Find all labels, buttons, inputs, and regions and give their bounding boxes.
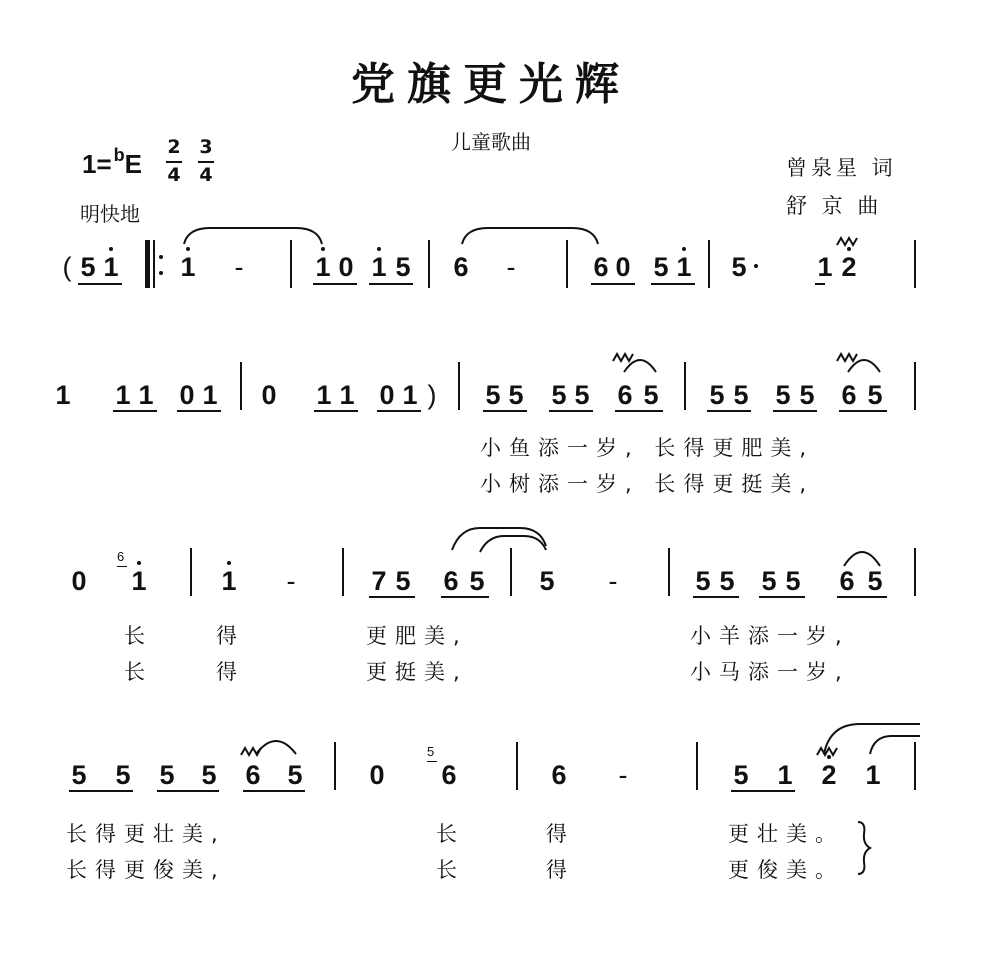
underline	[177, 410, 221, 412]
note: 1	[316, 380, 332, 410]
note: 1	[817, 252, 833, 282]
tie-slur	[478, 532, 550, 556]
brace-icon	[856, 820, 872, 876]
note: 5	[71, 760, 87, 790]
lyrics-verse-1: 更壮美。	[728, 822, 844, 846]
note: 6	[839, 566, 855, 596]
repeat-thin-bar	[153, 240, 155, 288]
meter-2-top: 3	[199, 136, 213, 158]
underline	[313, 283, 357, 285]
note: 1	[221, 566, 237, 596]
barline	[708, 240, 710, 288]
note: 5	[469, 566, 485, 596]
lyrics-verse-1: 更肥美,	[366, 624, 468, 648]
note: 6	[617, 380, 633, 410]
dash: -	[286, 566, 296, 596]
lyrics-verse-2: 长	[124, 660, 153, 684]
lyrics-verse-2: 小马添一岁,	[690, 660, 850, 684]
note: 5	[508, 380, 524, 410]
mordent-icon	[836, 236, 860, 246]
note: 5	[485, 380, 501, 410]
note: 1	[55, 380, 71, 410]
underline	[773, 410, 817, 412]
note: 1	[131, 566, 147, 596]
repeat-dot	[159, 255, 163, 259]
barline	[914, 548, 916, 596]
note: 1	[865, 760, 881, 790]
lyrics-verse-2: 得	[546, 858, 575, 882]
lyrics-verse-2: 得	[216, 660, 245, 684]
octave-dot	[137, 561, 141, 565]
note: 7	[371, 566, 387, 596]
underline	[815, 283, 825, 285]
underline	[78, 283, 122, 285]
slur	[622, 352, 658, 374]
lyrics-verse-2: 长	[436, 858, 465, 882]
note: 5	[201, 760, 217, 790]
lyricist-credit: 曾泉星 词	[786, 156, 897, 180]
note: 1	[180, 252, 196, 282]
underline	[113, 410, 157, 412]
slur	[254, 734, 298, 756]
note: 5	[395, 566, 411, 596]
song-genre: 儿童歌曲	[451, 130, 531, 154]
underline	[69, 790, 133, 792]
note: 1	[371, 252, 387, 282]
tempo-marking: 明快地	[80, 202, 140, 226]
grace-underline	[117, 566, 127, 567]
note: 5	[731, 252, 747, 282]
tie-slur	[458, 224, 602, 248]
underline	[369, 596, 415, 598]
octave-dot	[109, 247, 113, 251]
lyrics-verse-1: 长	[436, 822, 465, 846]
note: 2	[841, 252, 857, 282]
meter-2-line	[198, 161, 214, 163]
note: 1	[676, 252, 692, 282]
underline	[693, 596, 739, 598]
note: 1	[138, 380, 154, 410]
underline	[377, 410, 421, 412]
underline	[314, 410, 358, 412]
note: 1	[777, 760, 793, 790]
underline	[837, 596, 887, 598]
underline	[591, 283, 635, 285]
tie-slur	[180, 224, 326, 248]
flat-sign: b	[113, 145, 125, 165]
note: 5	[733, 380, 749, 410]
note: 5	[574, 380, 590, 410]
barline	[668, 548, 670, 596]
slur	[842, 544, 882, 568]
lyrics-verse-1: 得	[546, 822, 575, 846]
lyrics-verse-2: 更挺美,	[366, 660, 468, 684]
note: 5	[115, 760, 131, 790]
note: 0	[338, 252, 354, 282]
meter-1-top: 2	[167, 136, 181, 158]
dash: -	[506, 252, 516, 282]
note: 6	[593, 252, 609, 282]
note: 5	[395, 252, 411, 282]
meter-1-bottom: 4	[167, 164, 181, 186]
note: 5	[761, 566, 777, 596]
note: 5	[775, 380, 791, 410]
note: 1	[103, 252, 119, 282]
note: 1	[202, 380, 218, 410]
note: 1	[315, 252, 331, 282]
note: 0	[71, 566, 87, 596]
barline	[190, 548, 192, 596]
note: 1	[402, 380, 418, 410]
octave-dot	[377, 247, 381, 251]
underline	[707, 410, 751, 412]
slur	[846, 352, 882, 374]
note: 6	[551, 760, 567, 790]
note: 5	[695, 566, 711, 596]
barline	[334, 742, 336, 790]
note: 5	[551, 380, 567, 410]
note: 5	[867, 566, 883, 596]
note: 5	[653, 252, 669, 282]
note: 6	[443, 566, 459, 596]
dash: -	[234, 252, 244, 282]
note: 1	[339, 380, 355, 410]
note: 2	[821, 760, 837, 790]
lyrics-verse-1: 小羊添一岁,	[690, 624, 850, 648]
lyrics-verse-1: 长得更壮美,	[66, 822, 226, 846]
barline	[914, 362, 916, 410]
note: 0	[369, 760, 385, 790]
note: 5	[719, 566, 735, 596]
underline	[243, 790, 305, 792]
underline	[483, 410, 527, 412]
composer-credit: 舒 京 曲	[786, 194, 883, 218]
note: 5	[709, 380, 725, 410]
underline	[759, 596, 805, 598]
octave-dot	[847, 247, 851, 251]
octave-dot	[682, 247, 686, 251]
underline	[651, 283, 695, 285]
key-tonic: E	[124, 149, 142, 179]
note: 1	[115, 380, 131, 410]
octave-dot	[227, 561, 231, 565]
note: 6	[841, 380, 857, 410]
barline	[458, 362, 460, 410]
key-signature	[82, 145, 142, 180]
barline	[914, 742, 916, 790]
lyrics-verse-1: 长	[124, 624, 153, 648]
note: 5	[539, 566, 555, 596]
note: 5	[733, 760, 749, 790]
note: 5	[799, 380, 815, 410]
augmentation-dot	[754, 264, 758, 268]
song-title: 党旗更光辉	[351, 59, 631, 110]
underline	[549, 410, 593, 412]
lyrics-verse-1: 得	[216, 624, 245, 648]
barline	[240, 362, 242, 410]
meter-1-line	[166, 161, 182, 163]
repeat-dot	[159, 271, 163, 275]
grace-note: 6	[117, 549, 125, 564]
grace-underline	[427, 761, 437, 762]
underline	[615, 410, 663, 412]
open-paren: (	[62, 252, 72, 282]
dash: -	[618, 760, 628, 790]
barline	[914, 240, 916, 288]
meter-2-bottom: 4	[199, 164, 213, 186]
note: 0	[261, 380, 277, 410]
note: 5	[643, 380, 659, 410]
barline	[342, 548, 344, 596]
dash: -	[608, 566, 618, 596]
barline	[696, 742, 698, 790]
repeat-thick-bar	[145, 240, 150, 288]
note: 0	[179, 380, 195, 410]
lyrics-verse-2: 小树添一岁, 长得更挺美,	[480, 472, 815, 496]
lyrics-verse-2: 更俊美。	[728, 858, 844, 882]
note: 5	[785, 566, 801, 596]
note: 5	[867, 380, 883, 410]
barline	[428, 240, 430, 288]
note: 5	[159, 760, 175, 790]
note: 6	[453, 252, 469, 282]
underline	[731, 790, 795, 792]
underline	[839, 410, 887, 412]
lyrics-verse-2: 长得更俊美,	[66, 858, 226, 882]
note: 0	[615, 252, 631, 282]
note: 5	[287, 760, 303, 790]
close-paren: )	[427, 380, 437, 410]
underline	[369, 283, 413, 285]
note: 6	[441, 760, 457, 790]
barline	[516, 742, 518, 790]
underline	[157, 790, 219, 792]
note: 0	[379, 380, 395, 410]
barline	[684, 362, 686, 410]
grace-note: 5	[427, 744, 435, 759]
underline	[441, 596, 489, 598]
note: 6	[245, 760, 261, 790]
note: 5	[80, 252, 96, 282]
lyrics-verse-1: 小鱼添一岁, 长得更肥美,	[480, 436, 815, 460]
key-prefix: 1=	[82, 149, 112, 179]
